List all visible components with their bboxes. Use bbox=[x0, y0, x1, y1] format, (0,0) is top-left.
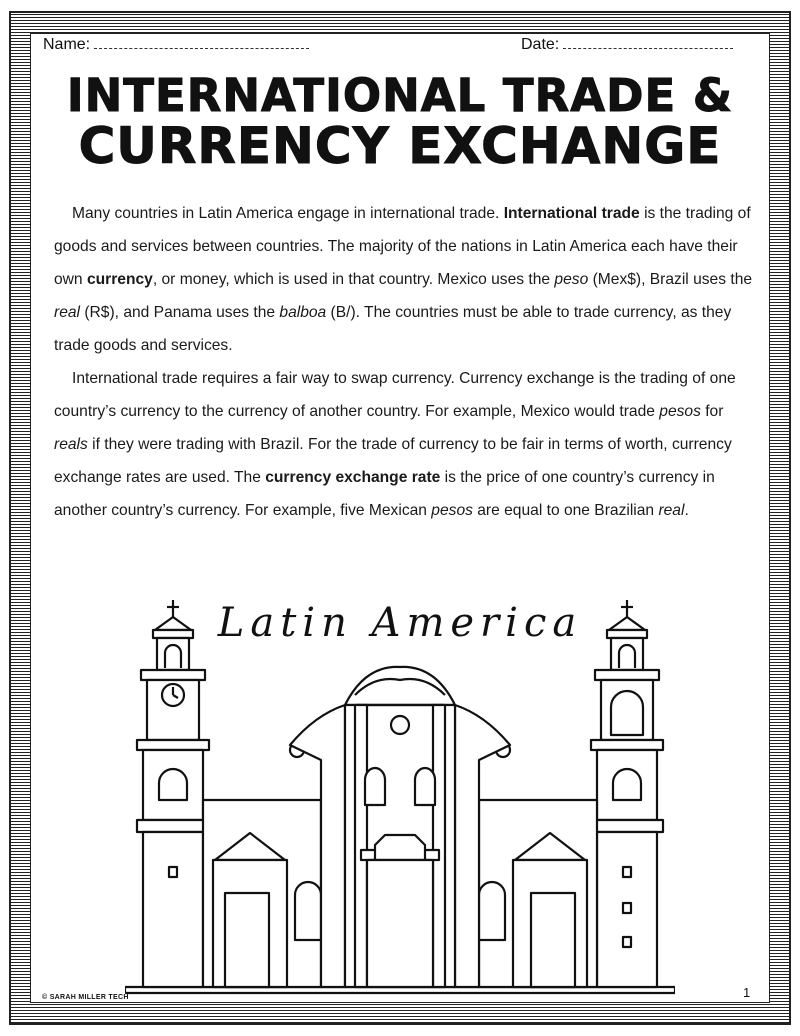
date-line[interactable] bbox=[563, 36, 733, 49]
right-door bbox=[531, 893, 575, 987]
left-door bbox=[225, 893, 269, 987]
reading-passage bbox=[54, 197, 754, 527]
date-label: Date: bbox=[521, 36, 560, 53]
paragraph-1: Many countries in Latin America engage in international trade. International trade is the trading of goods and services between countries. The majority of the nations in Latin America each have their own currency, or money, which is used in that country. Mexico uses the peso (Mex$), Brazil uses the real (R$), and Panama uses the balboa (B/). The countries must be able to trade currency, as they trade goods and services. bbox=[54, 205, 753, 354]
name-label: Name: bbox=[43, 36, 91, 53]
central-facade bbox=[290, 667, 510, 987]
illustration-caption: Latin America bbox=[217, 600, 583, 646]
name-field[interactable] bbox=[43, 36, 309, 54]
date-field[interactable] bbox=[521, 36, 733, 54]
left-arch-window bbox=[295, 882, 321, 940]
page-title-line1: INTERNATIONAL TRADE & bbox=[66, 69, 734, 122]
page-title-line2: CURRENCY EXCHANGE bbox=[78, 117, 722, 175]
right-arch-window bbox=[479, 882, 505, 940]
cathedral-illustration bbox=[125, 595, 675, 995]
copyright-text: © SARAH MILLER TECH bbox=[42, 994, 129, 1001]
main-door bbox=[367, 860, 433, 987]
name-line[interactable] bbox=[94, 36, 309, 49]
right-tower bbox=[591, 600, 663, 987]
left-tower bbox=[137, 600, 209, 987]
paragraph-2: International trade requires a fair way to swap currency. Currency exchange is the trading of one country’s currency to the currency of another country. For example, Mexico would trade pesos for reals if they were trading with Brazil. For the trade of currency to be fair in terms of worth, currency exchange rates are used. The currency exchange rate is the price of one country’s currency in another country’s currency. For example, five Mexican pesos are equal to one Brazilian real. bbox=[54, 370, 736, 519]
page-number: 1 bbox=[743, 985, 751, 1000]
